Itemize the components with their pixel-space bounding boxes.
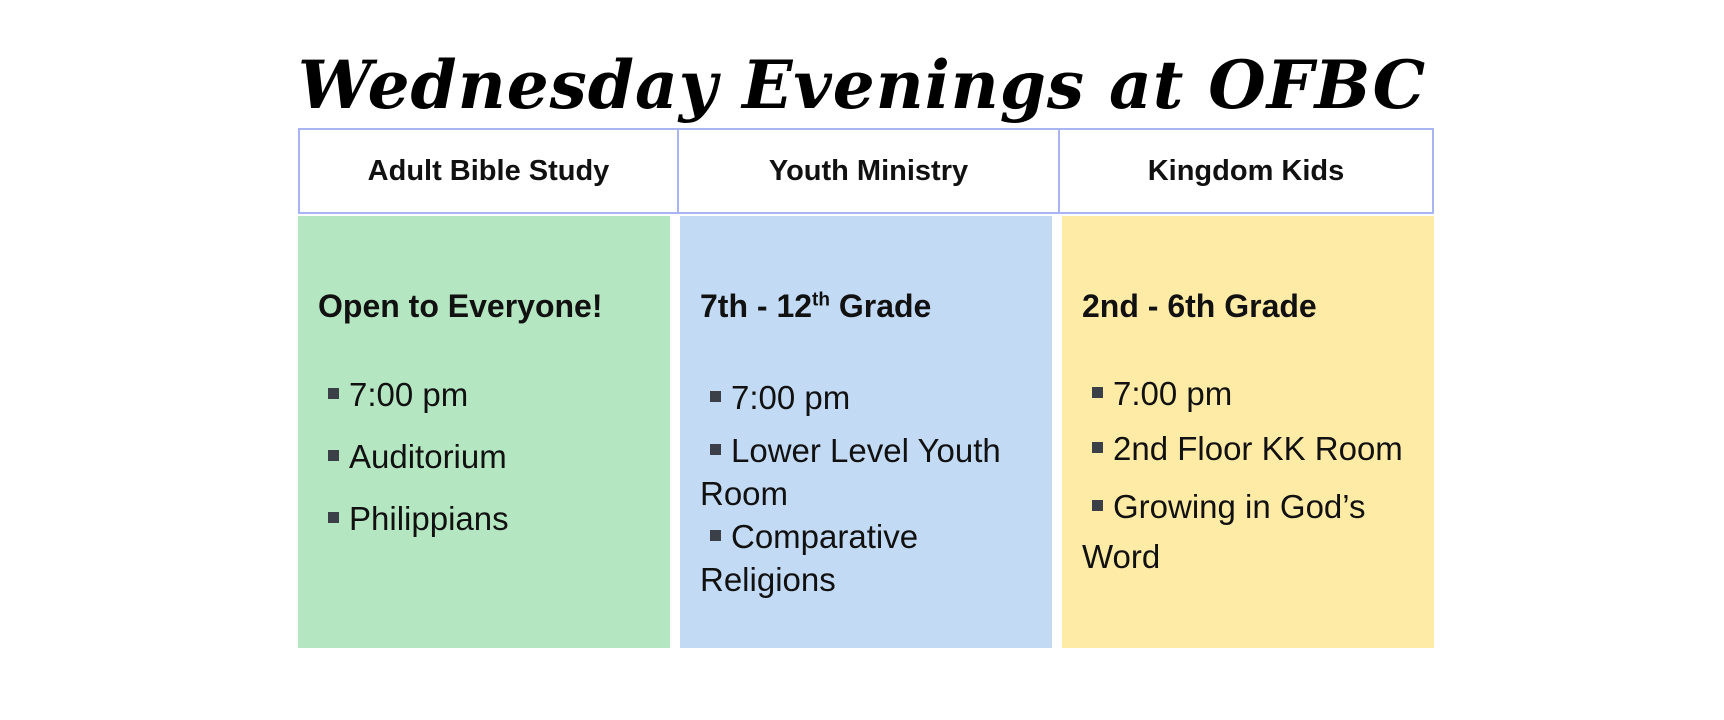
- list-item-text: 7:00 pm: [731, 379, 851, 416]
- list-item: [1082, 482, 1424, 582]
- square-bullet-icon: [328, 512, 339, 523]
- list-item: [1082, 427, 1424, 470]
- list-item-text: Auditorium: [349, 438, 507, 475]
- heading-prefix: 7th - 12: [700, 288, 813, 324]
- square-bullet-icon: [1092, 500, 1103, 511]
- list-item: [318, 435, 660, 478]
- square-bullet-icon: [328, 450, 339, 461]
- list-item: [318, 497, 660, 540]
- list-item-text: 7:00 pm: [349, 376, 469, 413]
- details-list: [1082, 372, 1424, 594]
- list-item-text: 2nd Floor KK Room: [1113, 430, 1403, 467]
- header-kingdom-kids: Kingdom Kids: [1147, 154, 1345, 187]
- square-bullet-icon: [1092, 442, 1103, 453]
- list-item-text: Comparative Religions: [700, 518, 919, 598]
- list-item-text: 7:00 pm: [1113, 375, 1233, 412]
- square-bullet-icon: [710, 444, 721, 455]
- square-bullet-icon: [710, 391, 721, 402]
- header-youth-ministry: Youth Ministry: [679, 130, 1060, 212]
- schedule-header-row: [298, 128, 1434, 214]
- page-title: Wednesday Evenings at OFBC: [297, 46, 1427, 124]
- list-item-text: Philippians: [349, 500, 509, 537]
- heading-suffix: Grade: [829, 288, 932, 324]
- list-item-text: Lower Level Youth Room: [700, 432, 1001, 512]
- heading-superscript: th: [812, 289, 830, 311]
- square-bullet-icon: [1092, 387, 1103, 398]
- list-item: [318, 373, 660, 416]
- adult-bible-study-panel: [298, 216, 670, 648]
- kingdom-kids-panel: [1062, 216, 1434, 648]
- square-bullet-icon: [710, 530, 721, 541]
- list-item: [700, 429, 1042, 515]
- panel-heading: [700, 286, 931, 326]
- panel-heading: 2nd - 6th Grade: [1082, 288, 1317, 324]
- details-list: [700, 376, 1042, 601]
- list-item: [1082, 372, 1424, 415]
- youth-ministry-panel: [680, 216, 1052, 648]
- header-adult-bible-study: Adult Bible Study: [300, 130, 679, 212]
- list-item: [700, 515, 1042, 601]
- square-bullet-icon: [328, 388, 339, 399]
- panel-heading: Open to Everyone!: [318, 288, 603, 324]
- list-item-text: Growing in God’s Word: [1082, 488, 1366, 575]
- list-item: [700, 376, 1042, 419]
- details-list: [318, 373, 660, 559]
